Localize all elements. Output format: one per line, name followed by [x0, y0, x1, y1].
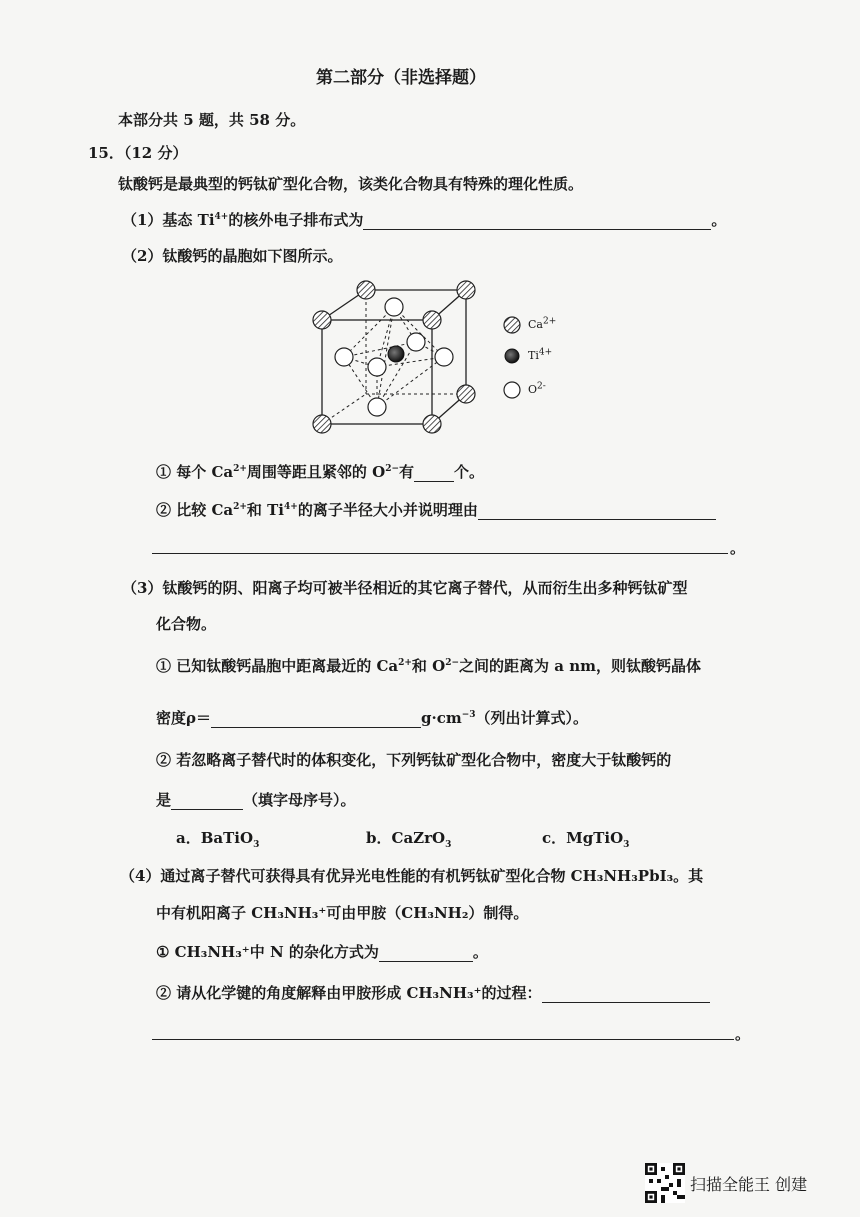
option-b: b．CaZrO$_3$ [366, 829, 452, 850]
subquestion-3-2-line1: ② 若忽略离子替代时的体积变化，下列钙钛矿型化合物中，密度大于钛酸钙的 [156, 751, 672, 769]
subquestion-4-2: ② 请从化学键的角度解释由甲胺形成 CH₃NH₃⁺的过程： [156, 983, 710, 1003]
section-title: 第二部分（非选择题） [316, 68, 486, 88]
answer-blank-2-2a[interactable] [478, 502, 716, 520]
subquestion-1: （1）基态 $Ti^{4+}$的核外电子排布式为 。 [122, 211, 727, 229]
subquestion-3-2-line2: 是 （填字母序号）。 [156, 791, 356, 809]
legend-o-symbol [504, 382, 520, 398]
o-ion [435, 348, 453, 366]
o-ion [385, 298, 403, 316]
ca-ion [357, 281, 375, 299]
ca-ion [423, 311, 441, 329]
watermark-text: 扫描全能王 创建 [690, 1175, 808, 1194]
subquestion-3-line2: 化合物。 [156, 615, 217, 633]
ca-ion [457, 281, 475, 299]
legend-ca-label: $Ca^{2+}$ [528, 316, 557, 331]
question-number: 15．（12 分） [88, 144, 188, 162]
answer-blank-4-2a[interactable] [542, 985, 710, 1003]
answer-blank-4-1[interactable] [379, 944, 473, 962]
subquestion-4-1: ① CH₃NH₃⁺中 N 的杂化方式为 。 [156, 943, 488, 961]
section-intro: 本部分共 5 题，共 58 分。 [118, 111, 306, 129]
ca-ion [313, 415, 331, 433]
legend-ti-symbol [505, 349, 519, 363]
ca-ion [313, 311, 331, 329]
o-ion [368, 358, 386, 376]
o-ion [335, 348, 353, 366]
legend-ti-label: $Ti^{4+}$ [528, 347, 553, 362]
subquestion-2: （2）钛酸钙的晶胞如下图所示。 [122, 247, 343, 265]
question-stem: 钛酸钙是最典型的钙钛矿型化合物，该类化合物具有特殊的理化性质。 [118, 175, 584, 193]
ca-ion [457, 385, 475, 403]
ca-ion [423, 415, 441, 433]
subquestion-4-line1: （4）通过离子替代可获得具有优异光电性能的有机钙钛矿型化合物 CH₃NH₃PbI₃。其 [120, 867, 704, 885]
qr-code-icon [645, 1163, 685, 1203]
subquestion-2-2: ② 比较 $Ca^{2+}$和 $Ti^{4+}$的离子半径大小并说明理由 [156, 500, 716, 520]
answer-blank-2-2b[interactable] [152, 553, 728, 554]
o-ion [407, 333, 425, 351]
period: 。 [730, 539, 746, 557]
ti-ion [388, 346, 404, 362]
answer-blank-1[interactable] [363, 212, 711, 230]
o-ion [368, 398, 386, 416]
option-a: a．BaTiO$_3$ [176, 829, 260, 850]
subquestion-4-line2: 中有机阳离子 CH₃NH₃⁺可由甲胺（CH₃NH₂）制得。 [156, 904, 529, 922]
subquestion-3-line1: （3）钛酸钙的阴、阳离子均可被半径相近的其它离子替代，从而衍生出多种钙钛矿型 [122, 579, 688, 597]
crystal-cell-diagram [300, 272, 560, 442]
subquestion-2-1: ① 每个 $Ca^{2+}$周围等距且紧邻的 $O^{2-}$有 个。 [156, 463, 485, 481]
answer-blank-3-2[interactable] [171, 792, 243, 810]
answer-blank-4-2b[interactable] [152, 1039, 734, 1040]
legend-ca-symbol [504, 317, 520, 333]
legend-o-label: $O^{2-}$ [528, 381, 546, 396]
period: 。 [735, 1025, 751, 1043]
answer-blank-2-1[interactable] [414, 464, 454, 482]
option-c: c．MgTiO$_3$ [542, 829, 630, 850]
density-line: 密度$\rho= g\cdot cm^{-3}$（列出计算式）。 [156, 709, 589, 727]
subquestion-3-1: ① 已知钛酸钙晶胞中距离最近的 $Ca^{2+}$和 $O^{2-}$之间的距离为 a nm，则钛酸钙晶体 [156, 657, 701, 675]
answer-blank-3-1[interactable] [211, 710, 421, 728]
